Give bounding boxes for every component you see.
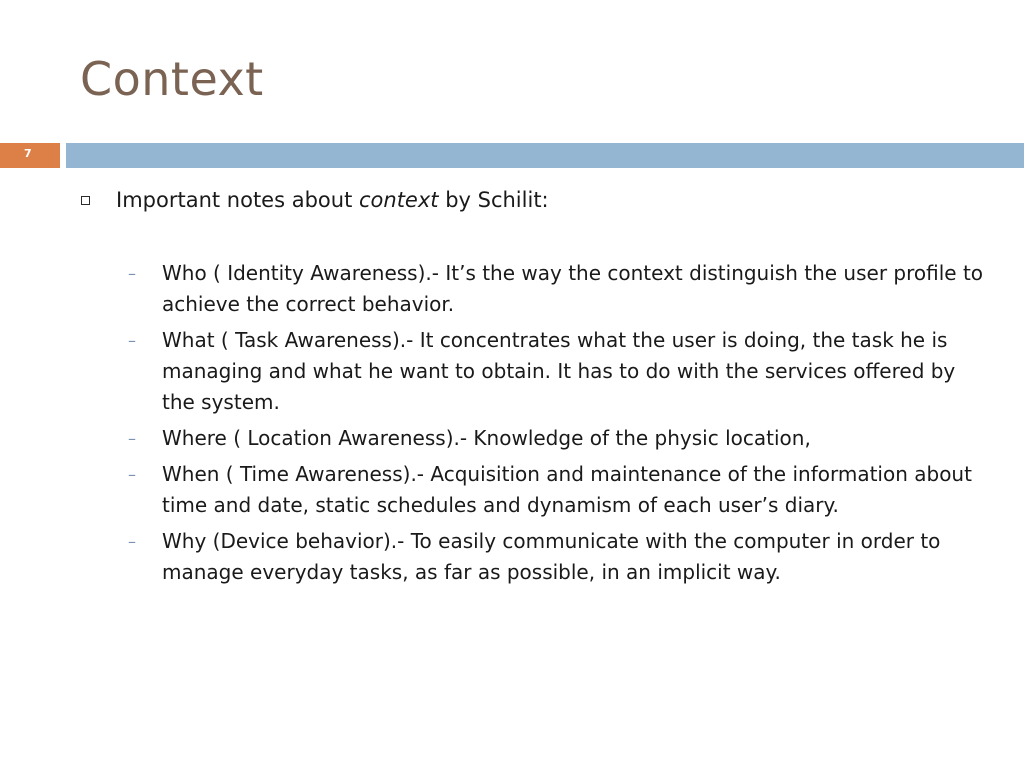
dash-bullet-icon: – <box>128 532 136 551</box>
sub-bullet-text: Why (Device behavior).- To easily communicate with the computer in order to manage everyday tasks, as far as possible, in an implicit way. <box>162 529 941 584</box>
dash-bullet-icon: – <box>128 429 136 448</box>
main-bullet-text <box>116 184 549 216</box>
sub-bullet-item <box>128 325 988 418</box>
main-bullet-suffix: by Schilit: <box>438 188 549 212</box>
sub-bullet-text: Where ( Location Awareness).- Knowledge of the physic location, <box>162 426 811 450</box>
dash-bullet-icon: – <box>128 264 136 283</box>
main-bullet-prefix: Important notes about <box>116 188 359 212</box>
sub-bullet-text: When ( Time Awareness).- Acquisition and maintenance of the information about time and date, static schedules and dynamism of each user’s diary. <box>162 462 972 517</box>
main-bullet <box>81 184 549 216</box>
dash-bullet-icon: – <box>128 465 136 484</box>
sub-bullet-list <box>128 258 988 593</box>
slide-title: Context <box>80 52 264 106</box>
square-bullet-icon <box>81 196 90 205</box>
header-divider-bar <box>66 143 1024 168</box>
sub-bullet-item <box>128 258 988 320</box>
sub-bullet-item <box>128 526 988 588</box>
main-bullet-emphasis: context <box>358 188 439 212</box>
sub-bullet-item <box>128 459 988 521</box>
dash-bullet-icon: – <box>128 331 136 350</box>
sub-bullet-text: What ( Task Awareness).- It concentrates what the user is doing, the task he is managing and what he want to obtain. It has to do with the services offered by the system. <box>162 328 956 414</box>
sub-bullet-text: Who ( Identity Awareness).- It’s the way the context distinguish the user profile to achieve the correct behavior. <box>162 261 984 316</box>
slide-number-badge: 7 <box>0 143 60 168</box>
sub-bullet-item <box>128 423 988 454</box>
